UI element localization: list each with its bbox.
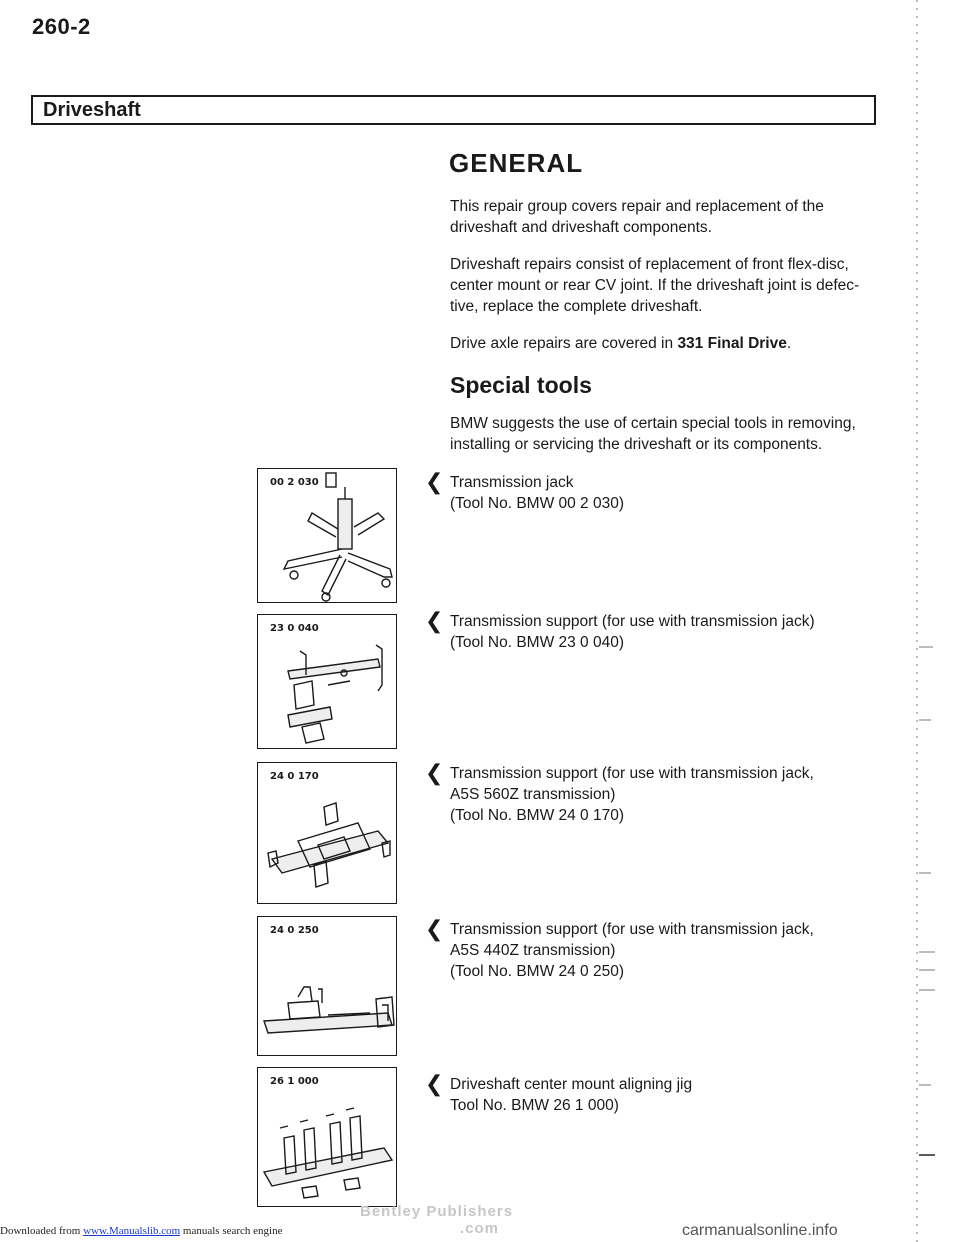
- section-title: Driveshaft: [43, 99, 141, 121]
- tool-figure-24-0-250: [257, 916, 397, 1056]
- text-line: Drive axle repairs are covered in: [450, 335, 678, 352]
- left-pointer-icon: ❮: [425, 916, 444, 941]
- text-line: Transmission support (for use with transmission jack,: [450, 921, 814, 938]
- page-number: 260-2: [32, 14, 91, 39]
- figure-label: 24 0 250: [270, 925, 319, 936]
- transmission-support-illustration: [258, 763, 398, 905]
- transmission-support-illustration: [258, 615, 398, 750]
- general-paragraph-2: [450, 254, 880, 317]
- general-heading: GENERAL: [449, 148, 584, 178]
- center-mount-aligning-jig-illustration: [258, 1068, 398, 1208]
- tool-figure-23-0-040: [257, 614, 397, 749]
- special-tools-intro: [450, 413, 880, 455]
- tool-figure-26-1-000: [257, 1067, 397, 1207]
- special-tools-heading: Special tools: [450, 372, 592, 398]
- text-line: Driveshaft center mount aligning jig: [450, 1076, 693, 1093]
- figure-label: 26 1 000: [270, 1076, 319, 1087]
- text-line: tive, replace the complete driveshaft.: [450, 298, 703, 315]
- text-line: (Tool No. BMW 00 2 030): [450, 495, 625, 512]
- left-pointer-icon: ❮: [425, 608, 444, 633]
- cross-reference: 331 Final Drive: [677, 335, 787, 352]
- footer-text: manuals search engine: [180, 1225, 283, 1237]
- download-footer: [0, 1225, 282, 1237]
- manualslib-link[interactable]: www.Manualslib.com: [83, 1225, 181, 1237]
- left-pointer-icon: ❮: [425, 1071, 444, 1096]
- general-paragraph-3: [450, 333, 880, 354]
- text-line: BMW suggests the use of certain special tools in removing,: [450, 415, 856, 432]
- left-pointer-icon: ❮: [425, 469, 444, 494]
- text-line: Driveshaft repairs consist of replacement of front flex-disc,: [450, 256, 849, 273]
- left-pointer-icon: ❮: [425, 760, 444, 785]
- text-line: Transmission support (for use with transmission jack,: [450, 765, 814, 782]
- text-line: .: [786, 335, 792, 352]
- figure-label: 00 2 030: [270, 477, 319, 488]
- tool-figure-transmission-jack: [257, 468, 397, 603]
- text-line: A5S 440Z transmission): [450, 942, 616, 959]
- transmission-jack-illustration: [258, 469, 398, 604]
- general-paragraph-1: [450, 196, 880, 238]
- text-line: A5S 560Z transmission): [450, 786, 616, 803]
- footer-text: Downloaded from: [0, 1225, 84, 1237]
- section-header: [31, 95, 876, 125]
- carmanualsonline-watermark: carmanualsonline.info: [682, 1222, 838, 1239]
- watermark-text: Bentley Publishers: [360, 1203, 514, 1220]
- tool-figure-24-0-170: [257, 762, 397, 904]
- figure-label: 23 0 040: [270, 623, 319, 634]
- text-line: installing or servicing the driveshaft or its components.: [450, 436, 823, 453]
- watermark-text: .com: [460, 1220, 500, 1237]
- text-line: (Tool No. BMW 24 0 170): [450, 807, 625, 824]
- text-line: center mount or rear CV joint. If the driveshaft joint is defec-: [450, 277, 860, 294]
- margin-scan-marks: [905, 0, 945, 1242]
- text-line: (Tool No. BMW 23 0 040): [450, 634, 625, 651]
- transmission-support-illustration: [258, 917, 398, 1057]
- text-line: Tool No. BMW 26 1 000): [450, 1097, 619, 1114]
- figure-label: 24 0 170: [270, 771, 319, 782]
- text-line: Transmission jack: [450, 474, 574, 491]
- watermark: [360, 1203, 513, 1237]
- text-line: driveshaft and driveshaft components.: [450, 219, 712, 236]
- text-line: This repair group covers repair and replacement of the: [450, 198, 824, 215]
- text-line: Transmission support (for use with transmission jack): [450, 613, 815, 630]
- text-line: (Tool No. BMW 24 0 250): [450, 963, 625, 980]
